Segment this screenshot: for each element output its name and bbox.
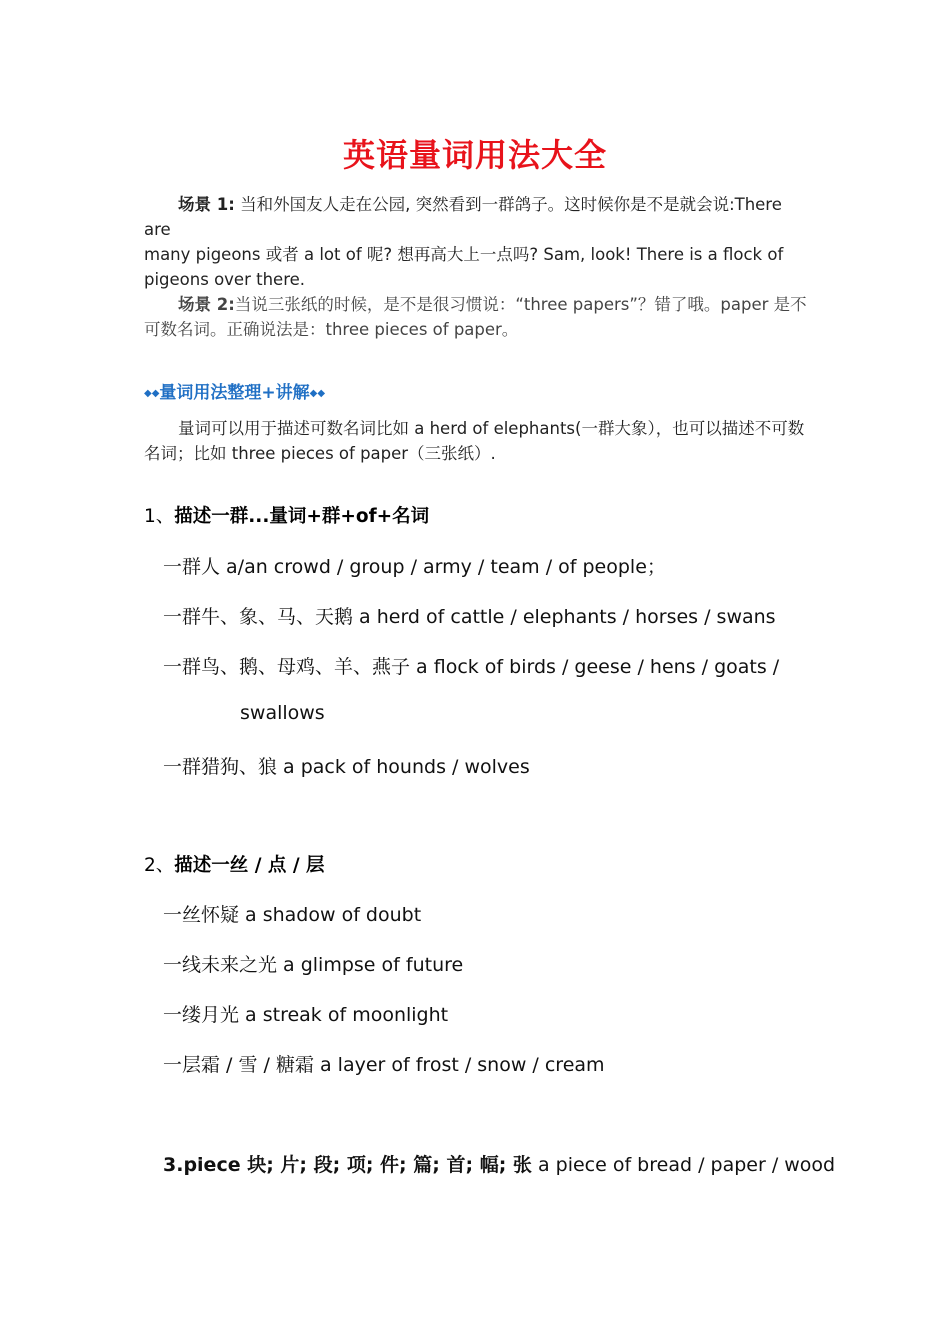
section1-line: 一群人 a/an crowd / group / army / team / of people； <box>163 556 666 578</box>
scene1-paragraph <box>144 192 812 292</box>
scene2-line2: 可数名词。正确说法是：three pieces of paper。 <box>144 320 519 339</box>
section1-line: swallows <box>240 702 325 724</box>
usage-heading-text: 量词用法整理+讲解 <box>159 383 310 403</box>
section3-line <box>163 1150 835 1177</box>
section2-line: 一层霜 / 雪 / 糖霜 a layer of frost / snow / cream <box>163 1054 605 1076</box>
section1-heading <box>144 502 429 528</box>
section2-line: 一线未来之光 a glimpse of future <box>163 954 464 976</box>
scene1-label: 场景 1: <box>178 195 235 214</box>
section1-line: 一群鸟、鹅、母鸡、羊、燕子 a flock of birds / geese / hens / goats / <box>163 656 780 678</box>
section1-line: 一群牛、象、马、天鹅 a herd of cattle / elephants / horses / swans <box>163 606 776 628</box>
section3-text: a piece of bread / paper / wood <box>531 1154 836 1176</box>
intro-paragraph <box>144 416 812 466</box>
scene1-line3: pigeons over there. <box>144 270 306 289</box>
scene2-line1: 当说三张纸的时候，是不是很习惯说：“three papers”？错了哦。paper 是不 <box>234 295 807 314</box>
intro-line1: 量词可以用于描述可数名词比如 a herd of elephants(一群大象），也可以描述不可数 <box>178 419 805 438</box>
section2-number: 2、 <box>144 855 175 876</box>
section1-title: 描述一群...量词+群+of+名词 <box>174 506 430 527</box>
document-title: 英语量词用法大全 <box>342 136 607 174</box>
section1-line: 一群猎狗、狼 a pack of hounds / wolves <box>163 756 530 778</box>
scene2-label: 场景 2: <box>178 295 235 314</box>
section1-number: 1、 <box>144 506 175 527</box>
section2-title: 描述一丝 / 点 / 层 <box>174 855 325 876</box>
diamond-icon: ◆◆ <box>144 388 160 399</box>
section2-line: 一缕月光 a streak of moonlight <box>163 1004 449 1026</box>
scene1-line2: many pigeons 或者 a lot of 呢? 想再高大上一点吗? Sam, look! There is a flock of <box>144 245 784 264</box>
scene2-paragraph <box>144 292 812 342</box>
section2-heading <box>144 851 325 877</box>
usage-heading <box>144 378 325 403</box>
scene1-line1: 当和外国友人走在公园, 突然看到一群鸽子。这时候你是不是就会说:There are <box>144 195 782 239</box>
intro-line2: 名词；比如 three pieces of paper（三张纸）. <box>144 444 496 463</box>
diamond-icon: ◆◆ <box>309 388 326 399</box>
section2-line: 一丝怀疑 a shadow of doubt <box>163 904 422 926</box>
section3-title: 3.piece 块; 片; 段; 项; 件; 篇; 首; 幅; 张 <box>163 1154 532 1176</box>
